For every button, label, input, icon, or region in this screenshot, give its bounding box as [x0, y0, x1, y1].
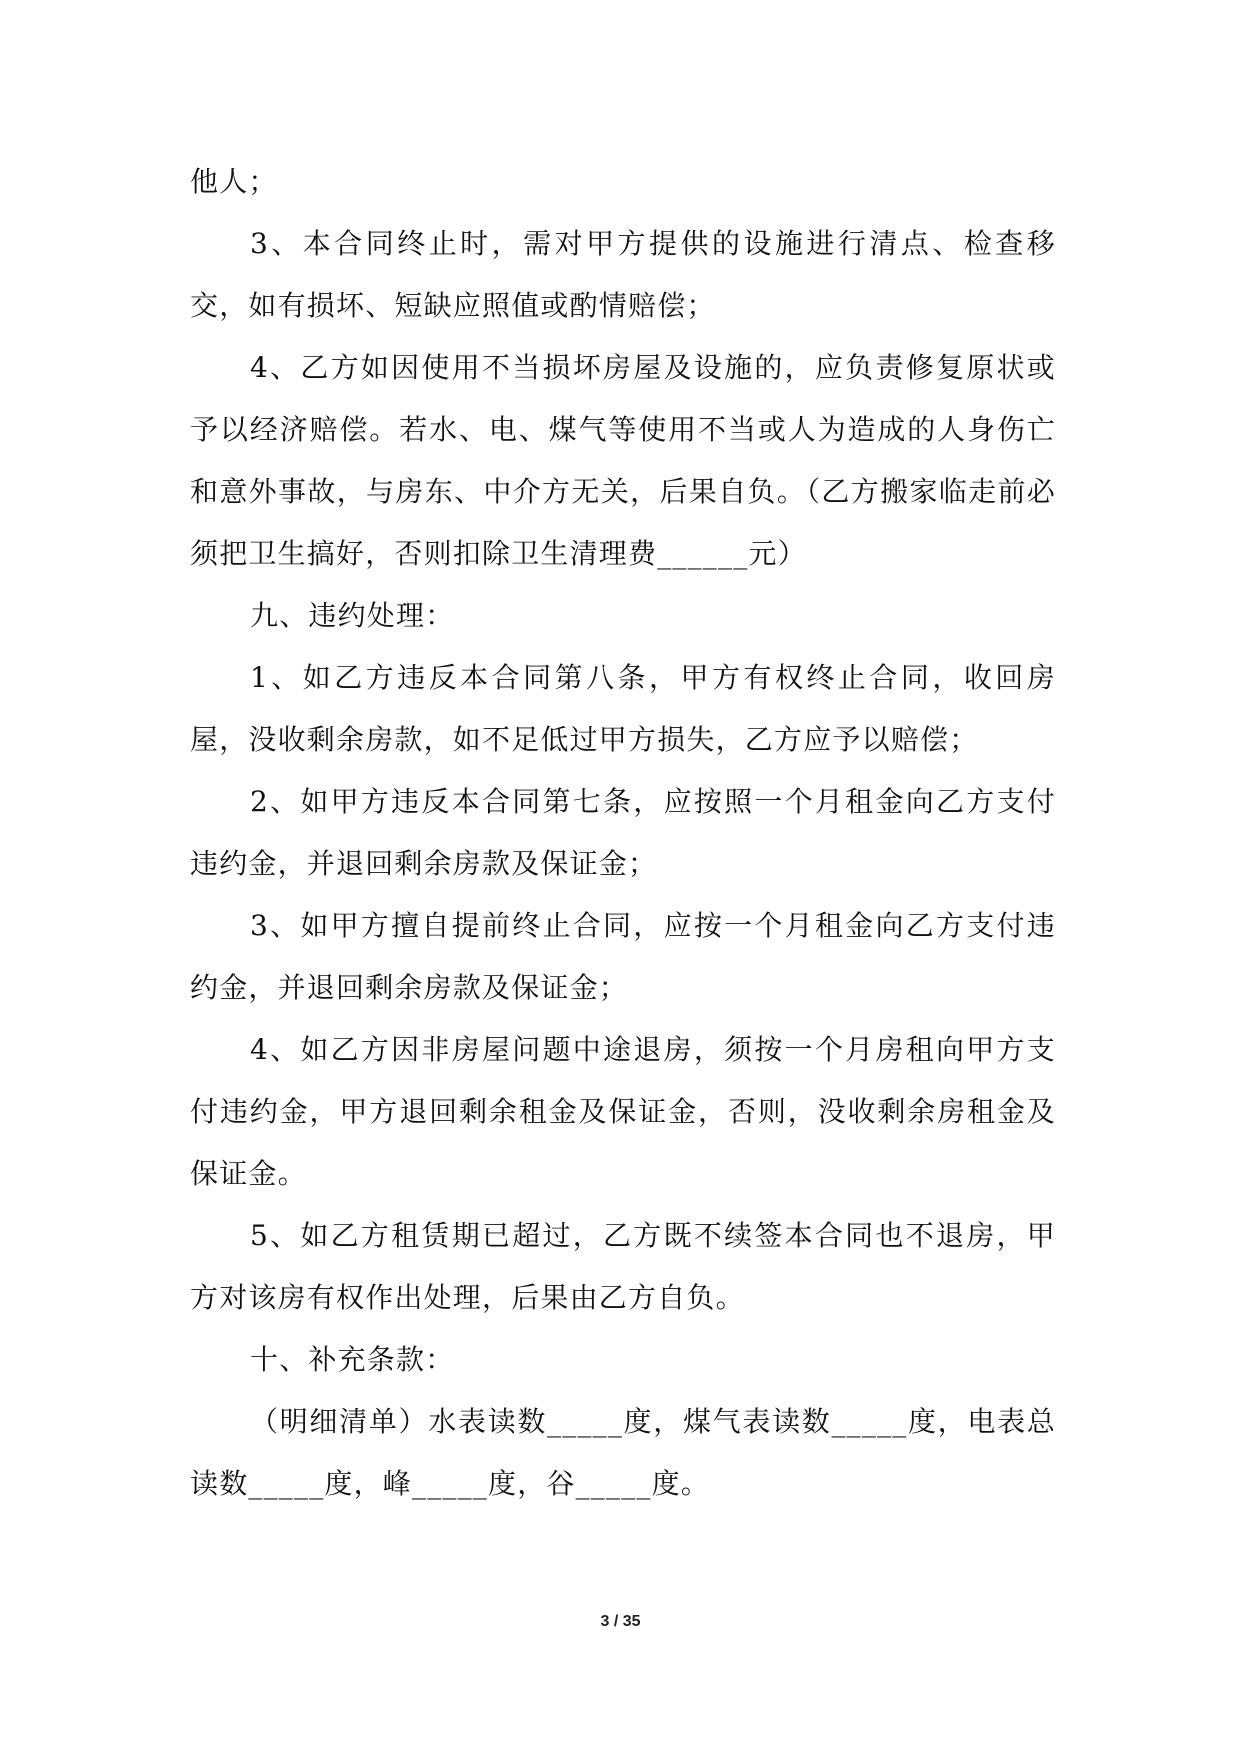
paragraph-clause-8-3: 3、本合同终止时，需对甲方提供的设施进行清点、检查移交，如有损坏、短缺应照值或酌情赔偿；: [190, 227, 1056, 322]
paragraph-clause-8-4: 4、乙方如因使用不当损坏房屋及设施的，应负责修复原状或予以经济赔偿。若水、电、煤气等使用不当或人为造成的人身伤亡和意外事故，与房东、中介方无关，后果自负。（乙方搬家临走前必须把卫生搞好，否则扣除卫生清理费______元）: [190, 351, 1056, 570]
paragraph-clause-9-5: 5、如乙方租赁期已超过，乙方既不续签本合同也不退房，甲方对该房有权作出处理，后果由乙方自负。: [190, 1219, 1056, 1314]
paragraph-clause-9-3: 3、如甲方擅自提前终止合同，应按一个月租金向乙方支付违约金，并退回剩余房款及保证金；: [190, 909, 1056, 1004]
page-number: 3 / 35: [600, 1613, 641, 1630]
paragraph-clause-9-1: 1、如乙方违反本合同第八条，甲方有权终止合同，收回房屋，没收剩余房款，如不足低过甲方损失，乙方应予以赔偿；: [190, 661, 1056, 756]
section-heading-breach: 九、违约处理：: [250, 599, 455, 632]
paragraph-meter-readings: （明细清单）水表读数_____度，煤气表读数_____度，电表总读数_____度，峰_____度，谷_____度。: [190, 1405, 1056, 1500]
paragraph-clause-9-2: 2、如甲方违反本合同第七条，应按照一个月租金向乙方支付违约金，并退回剩余房款及保证金；: [190, 785, 1056, 880]
paragraph-clause-9-4: 4、如乙方因非房屋问题中途退房，须按一个月房租向甲方支付违约金，甲方退回剩余租金及保证金，否则，没收剩余房租金及保证金。: [190, 1033, 1056, 1190]
document-body: [190, 151, 1056, 1515]
paragraph-continuation: 他人；: [190, 165, 278, 198]
section-heading-supplementary: 十、补充条款：: [250, 1343, 455, 1376]
